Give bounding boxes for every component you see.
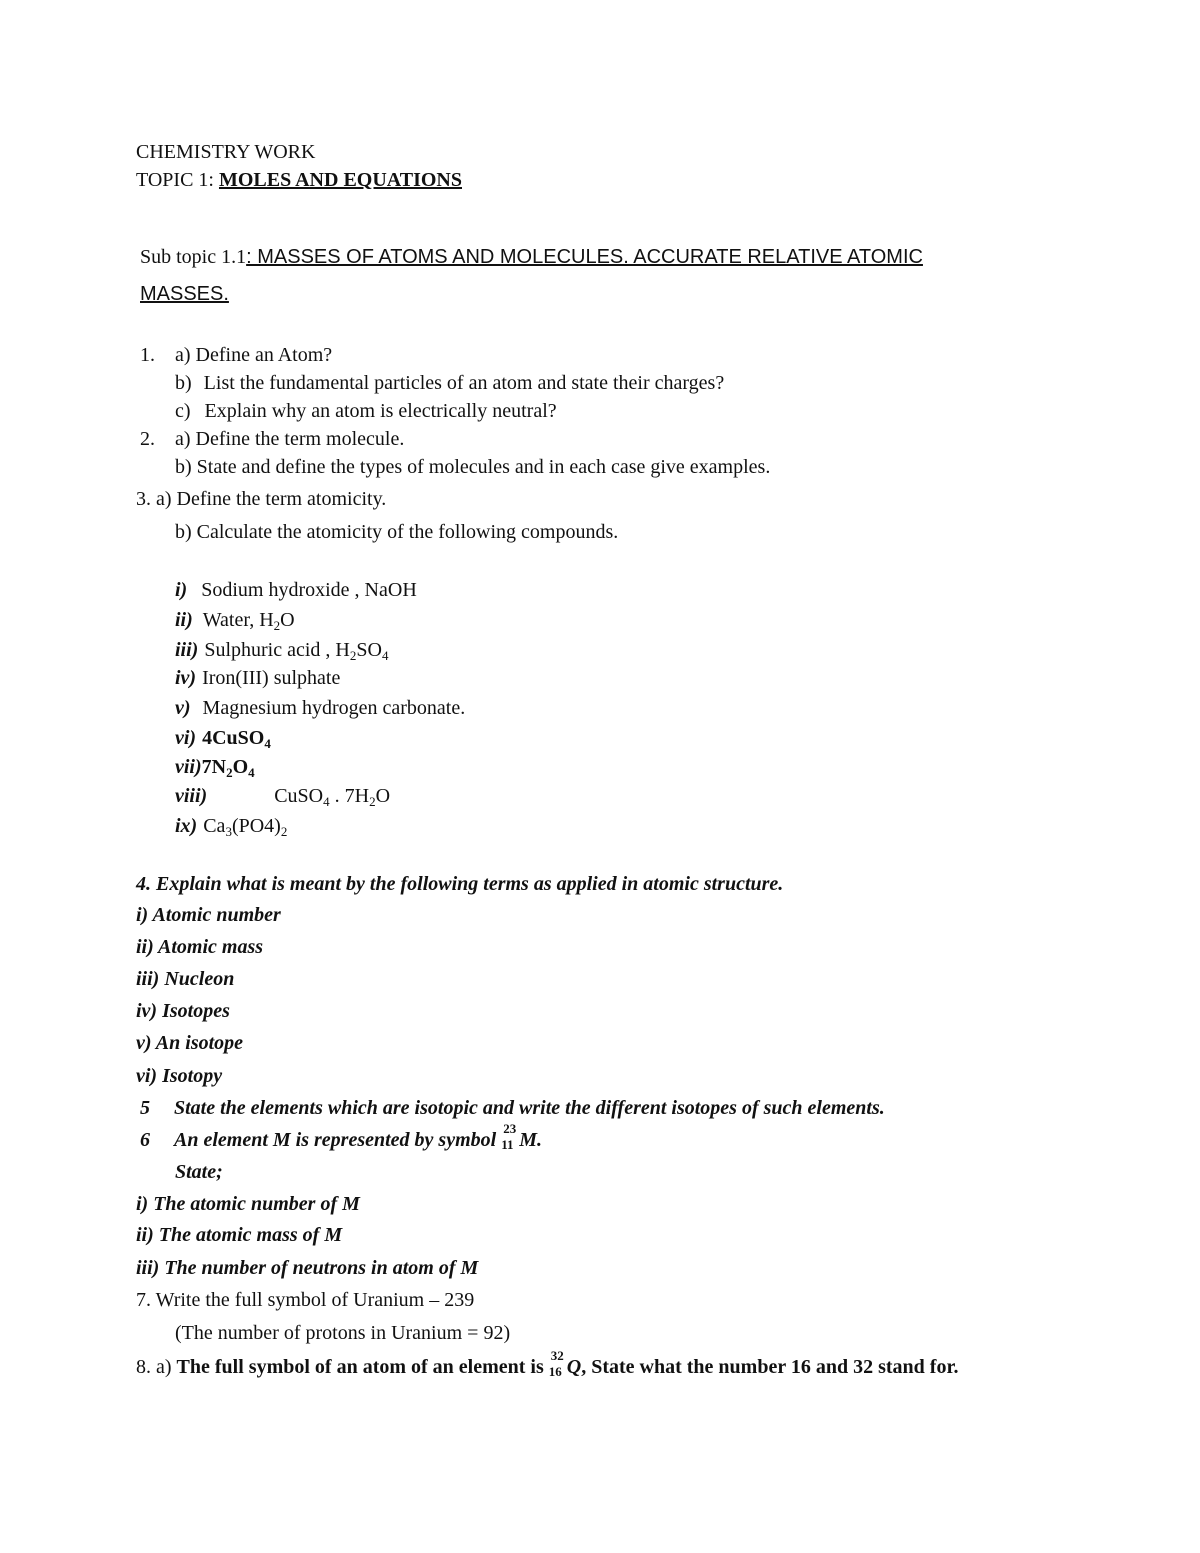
compound-item: ii) Water, $H_2O$ xyxy=(175,609,295,633)
compound-item: ix) $Ca_3(PO4)_2$ xyxy=(175,815,288,839)
question-7-note: (The number of protons in Uranium = 92) xyxy=(175,1322,511,1344)
term-item: iv) Isotopes xyxy=(136,1000,230,1022)
compound-item: viii) CuSO$_4$ . $7H_2O$ xyxy=(175,785,391,809)
subtopic-heading xyxy=(140,244,923,270)
document-title: CHEMISTRY WORK xyxy=(136,141,316,163)
isotope-notation: 32 16 xyxy=(548,1348,564,1379)
compound-item: vi) 4CuSO$_4$ xyxy=(175,727,271,751)
question-6: 6 An element M is represented by symbol 23 11 M. xyxy=(140,1121,542,1152)
question-7: 7. Write the full symbol of Uranium – 239 xyxy=(136,1289,475,1311)
question-4-stem: 4. Explain what is meant by the following terms as applied in atomic structure. xyxy=(136,873,784,895)
term-item: iii) Nucleon xyxy=(136,968,235,990)
question-3b: b) Calculate the atomicity of the following compounds. xyxy=(175,521,619,543)
question-6-state: State; xyxy=(175,1161,223,1183)
topic-prefix: TOPIC 1: xyxy=(136,169,219,191)
question-1c: c) Explain why an atom is electrically neutral? xyxy=(175,400,557,422)
compound-item: i) Sodium hydroxide , NaOH xyxy=(175,579,417,601)
question-2a: 2. a) Define the term molecule. xyxy=(140,428,405,450)
question-6-item: iii) The number of neutrons in atom of M xyxy=(136,1257,479,1279)
subtopic-title-line2: MASSES. xyxy=(140,283,229,305)
question-8a: 8. a) The full symbol of an atom of an element is 32 16 Q, State what the number 16 and 32 stand for. xyxy=(136,1348,959,1379)
question-number: 2. xyxy=(140,428,155,450)
question-5: 5 State the elements which are isotopic and write the different isotopes of such elements. xyxy=(140,1097,885,1119)
question-1b: b) List the fundamental particles of an atom and state their charges? xyxy=(175,372,725,394)
compound-item: $vii)7N_2O_4$ xyxy=(175,756,255,780)
term-item: v) An isotope xyxy=(136,1032,244,1054)
isotope-notation: 23 11 xyxy=(501,1121,517,1152)
term-item: vi) Isotopy xyxy=(136,1065,223,1087)
question-1a: 1. a) Define an Atom? xyxy=(140,344,333,366)
question-number: 1. xyxy=(140,344,155,366)
question-6-item: i) The atomic number of M xyxy=(136,1193,360,1215)
question-6-item: ii) The atomic mass of M xyxy=(136,1224,343,1246)
topic-heading xyxy=(136,167,462,193)
question-3a: 3. a) Define the term atomicity. xyxy=(136,488,387,510)
compound-item: iii) Sulphuric acid , $H_2SO_4$ xyxy=(175,639,389,663)
topic-name: MOLES AND EQUATIONS xyxy=(218,169,462,191)
term-item: i) Atomic number xyxy=(136,904,281,926)
term-item: ii) Atomic mass xyxy=(136,936,264,958)
compound-item: v) Magnesium hydrogen carbonate. xyxy=(175,697,466,719)
subtopic-title-line1: : MASSES OF ATOMS AND MOLECULES. ACCURATE RELATIVE ATOMIC xyxy=(246,246,923,268)
subtopic-prefix: Sub topic 1.1 xyxy=(140,246,247,268)
question-2b: b) State and define the types of molecules and in each case give examples. xyxy=(175,456,771,478)
compound-item: iv) Iron(III) sulphate xyxy=(175,667,341,689)
